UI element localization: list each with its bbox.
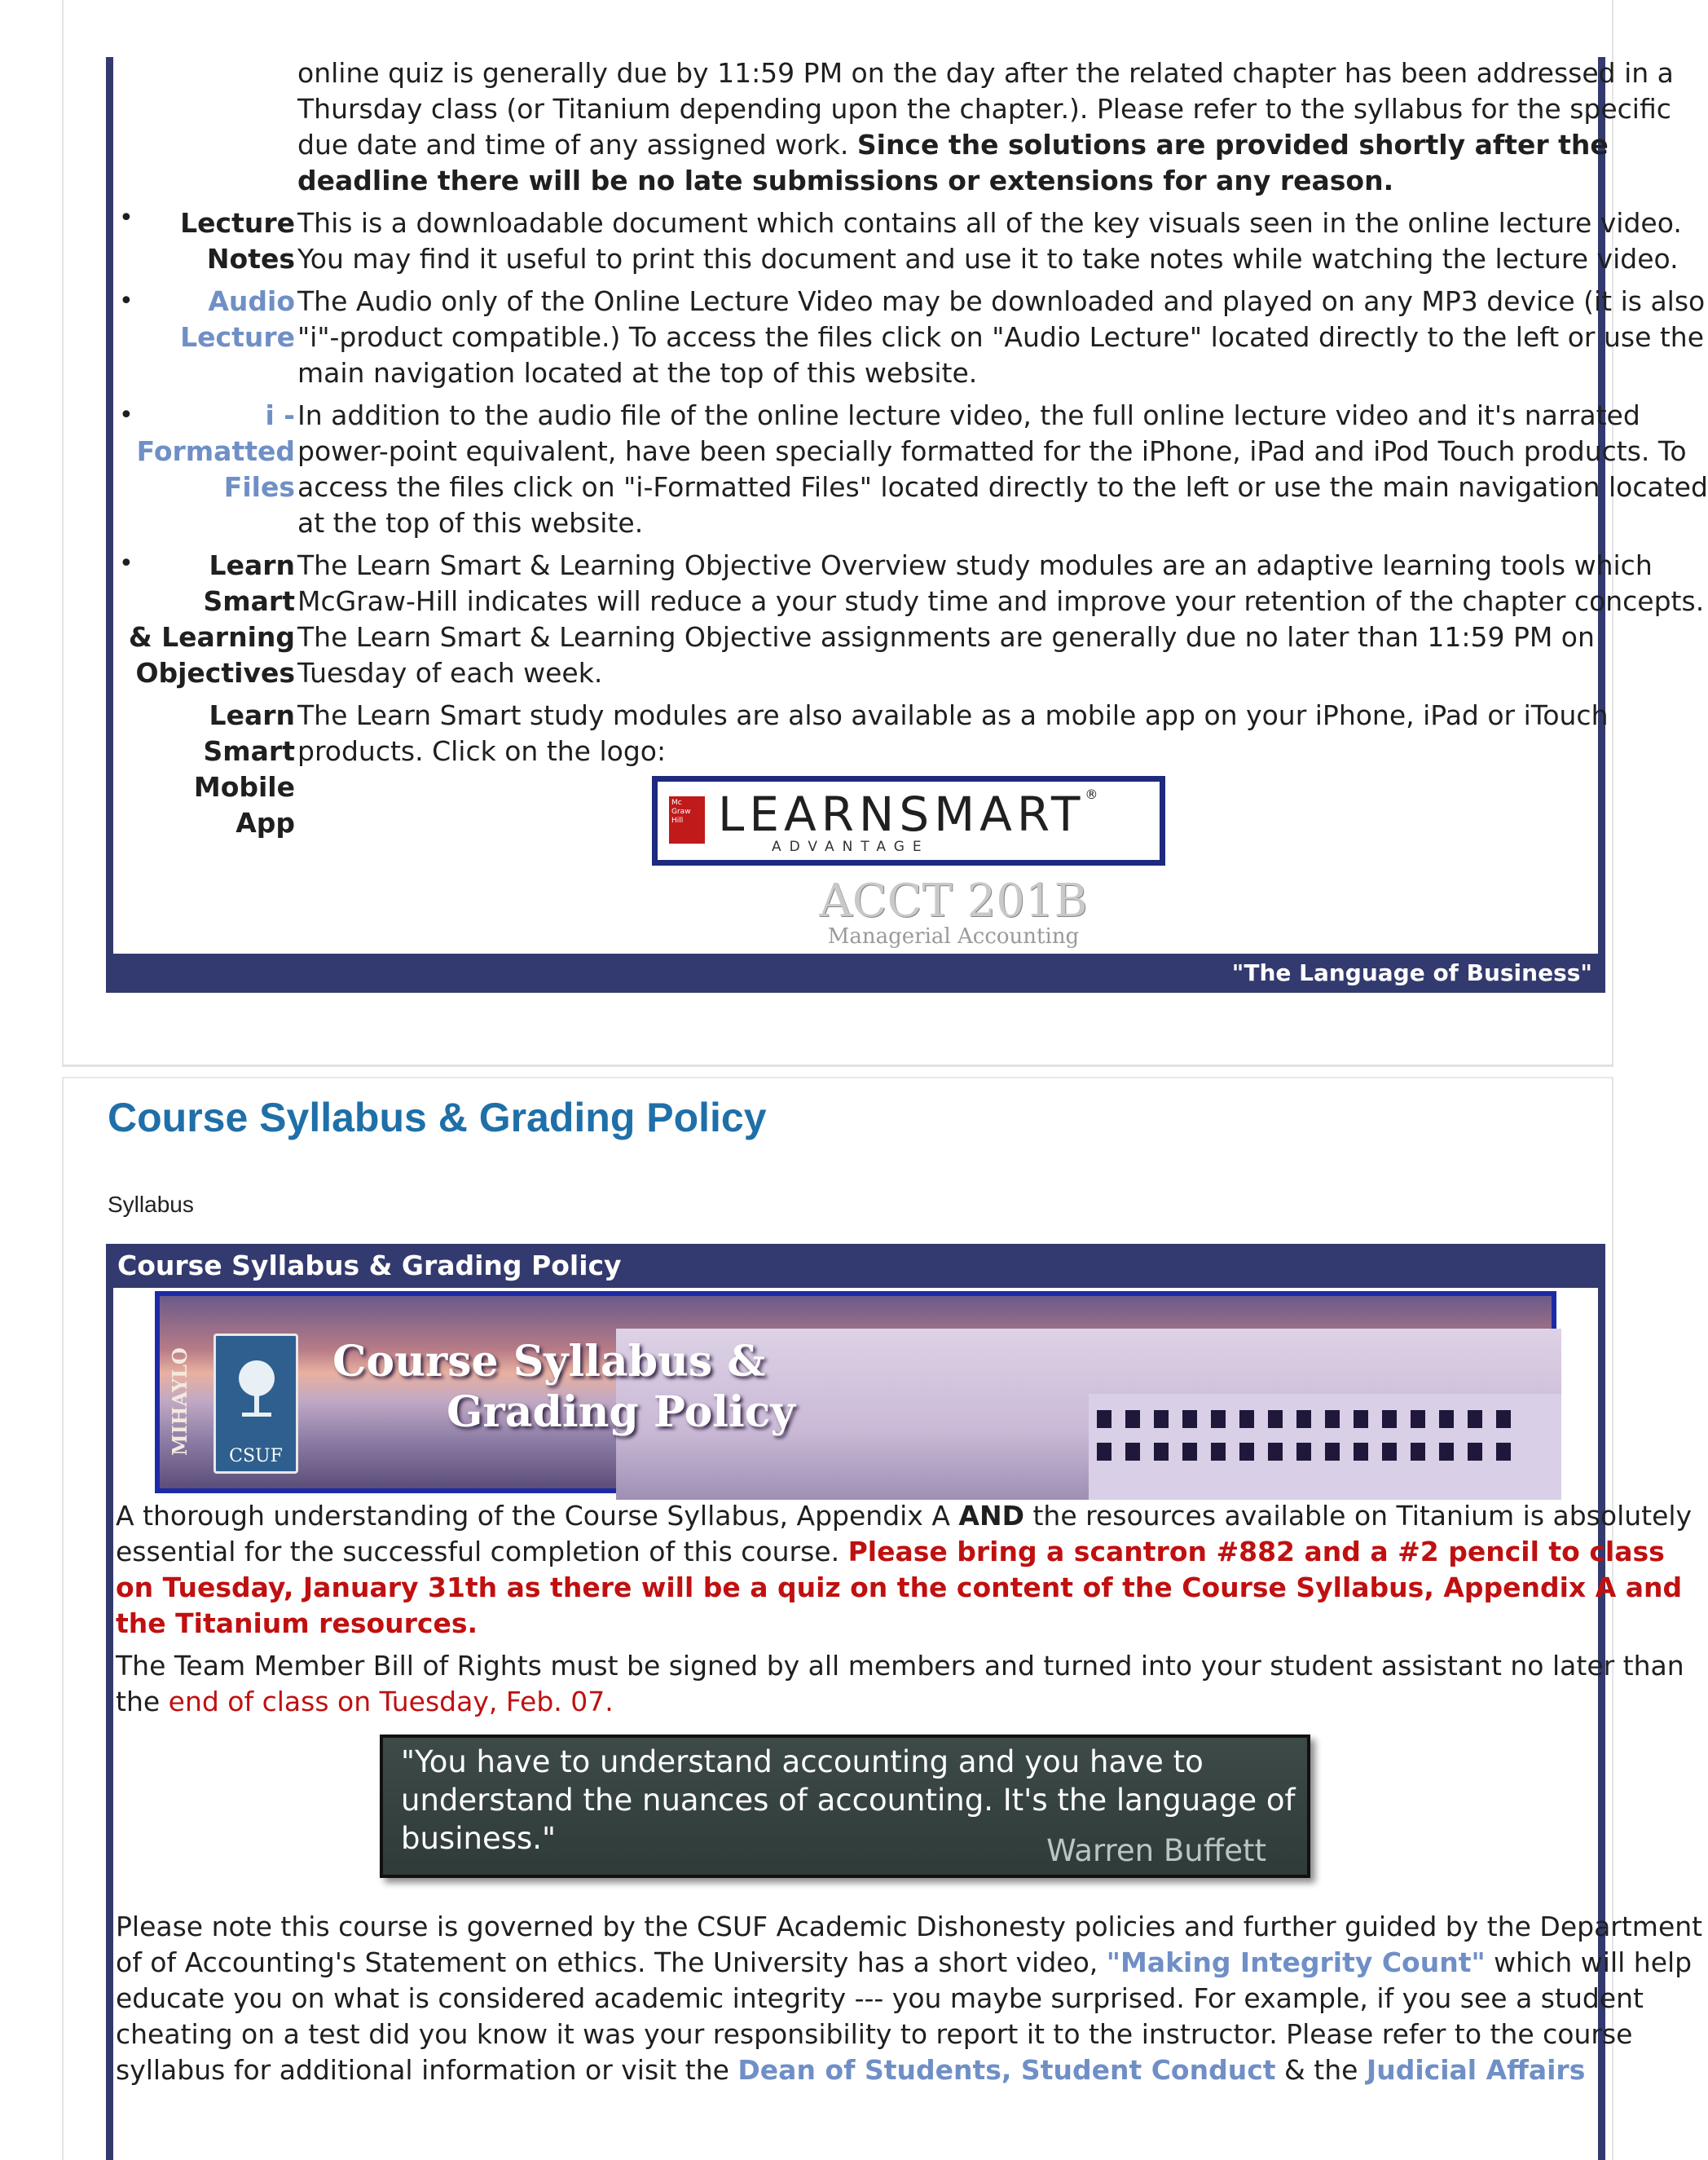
window [1411,1410,1425,1428]
syllabus-p3-line-3: educate you on what is considered academic integrity --- you maybe surprised. For example, if you see a student [116,1982,1644,2014]
syllabus-p2-line-2: the end of class on Tuesday, Feb. 07. [116,1686,614,1717]
intro-bold-1: Since the solutions are provided shortly after the [856,129,1609,161]
iformatted-line-3: access the files click on "i-Formatted Files" located directly to the left or use the main navigation located [297,471,1708,503]
section-subtitle: Syllabus [108,1192,194,1217]
window [1097,1410,1112,1428]
divider [62,1065,1613,1067]
quote-author: Warren Buffett [1046,1833,1266,1868]
window [1325,1443,1340,1461]
window [1296,1410,1311,1428]
window [1182,1443,1197,1461]
syllabus-p3-line-2: of of Accounting's Statement on ethics. The University has a short video, "Making Integrity Count" which will help [116,1946,1693,1978]
syllabus-p3-line-4: cheating on a test did you know it was your responsibility to report it to the instructor. Please refer to the course [116,2018,1633,2050]
label-learnsmart-mobile: Learn Smart Mobile App [193,699,295,839]
audio-line-1: The Audio only of the Online Lecture Video may be downloaded and played on any MP3 device (it is also [297,285,1706,317]
section-title: Course Syllabus & Grading Policy [108,1095,767,1140]
bullet-audio-lecture: • [119,287,134,315]
intro-line-4: deadline there will be no late submissions or extensions for any reason. [297,165,1394,196]
quote-text: "You have to understand accounting and you have to understand the nuances of accounting. It's the language of business." [401,1744,1296,1856]
syllabus-p1-line-2: essential for the successful completion of this course. Please bring a scantron #882 and a #2 pencil to class [116,1536,1665,1567]
syllabus-p1-line-4: the Titanium resources. [116,1607,478,1639]
window [1125,1410,1140,1428]
window [1496,1443,1511,1461]
dean-of-students-link[interactable]: Dean of Students, Student Conduct [737,2054,1276,2086]
learnsmart-line-1: The Learn Smart & Learning Objective Overview study modules are an adaptive learning tools which [297,549,1653,581]
window [1182,1410,1197,1428]
lecture-notes-line-2: You may find it useful to print this document and use it to take notes while watching the lecture video. [297,243,1679,275]
window [1268,1410,1283,1428]
banner-side-text: MIHAYLO [168,1347,191,1457]
buffett-quote-box [380,1735,1310,1878]
banner-title-line-2: Grading Policy [447,1387,795,1437]
window [1239,1410,1254,1428]
judicial-affairs-link[interactable]: Judicial Affairs [1366,2054,1586,2086]
window [1097,1443,1112,1461]
iformatted-line-4: at the top of this website. [297,507,644,539]
syllabus-band-title: Course Syllabus & Grading Policy [106,1244,1605,1288]
window [1211,1443,1226,1461]
window [1296,1443,1311,1461]
learnsmart-line-3: The Learn Smart & Learning Objective assignments are generally due no later than 11:59 PM on [297,621,1595,653]
mobile-line-2: products. Click on the logo: [297,735,667,767]
mcgraw-hill-logo-icon: Mc Graw Hill [669,796,705,844]
bullet-lecture-notes: • [119,204,134,232]
window [1411,1443,1425,1461]
intro-line-3: due date and time of any assigned work. Since the solutions are provided shortly after the [297,129,1609,161]
window [1354,1410,1368,1428]
window [1354,1443,1368,1461]
label-learnsmart-objectives: Learn Smart & Learning Objectives [128,549,295,689]
window [1154,1443,1169,1461]
csuf-seal-icon: CSUF [214,1333,298,1474]
window [1382,1410,1397,1428]
syllabus-p2-line-1: The Team Member Bill of Rights must be signed by all members and turned into your student assistant no later than [116,1650,1684,1682]
window [1382,1443,1397,1461]
intro-line-2: Thursday class (or Titanium depending upon the chapter.). Please refer to the syllabus for the specific [297,93,1671,125]
window [1439,1443,1454,1461]
syllabus-p3-line-1: Please note this course is governed by the CSUF Academic Dishonesty policies and further guided by the Department [116,1911,1703,1942]
iformatted-line-2: power-point equivalent, have been specially formatted for the iPhone, iPad and iPod Touch products. To [297,435,1687,467]
syllabus-p1-line-1: A thorough understanding of the Course Syllabus, Appendix A AND the resources available on Titanium is absolutely [116,1500,1693,1532]
lecture-notes-line-1: This is a downloadable document which contains all of the key visuals seen in the online lecture video. [297,207,1682,239]
iformatted-line-1: In addition to the audio file of the online lecture video, the full online lecture video and it's narrated [297,399,1640,431]
syllabus-p1-line-3: on Tuesday, January 31th as there will be a quiz on the content of the Course Syllabus, Appendix A and [116,1572,1683,1603]
window [1325,1410,1340,1428]
learnsmart-line-4: Tuesday of each week. [297,657,603,689]
link-audio-lecture[interactable]: Audio Lecture [180,285,295,353]
window [1468,1443,1482,1461]
learnsmart-logo-link[interactable] [652,776,1165,866]
window [1468,1410,1482,1428]
acct-201b-logo: ACCT 201B Managerial Accounting [819,875,1088,949]
window [1154,1410,1169,1428]
window [1211,1410,1226,1428]
banner-title-line-1: Course Syllabus & [332,1337,766,1386]
audio-line-2: "i"-product compatible.) To access the files click on "Audio Lecture" located directly to the left or use the [297,321,1705,353]
learnsmart-advantage: ADVANTAGE [772,839,930,855]
footer-band: "The Language of Business" [106,954,1605,993]
audio-line-3: main navigation located at the top of this website. [297,357,978,389]
mobile-line-1: The Learn Smart study modules are also available as a mobile app on your iPhone, iPad or iTouch [297,699,1609,731]
learnsmart-wordmark: LEARNSMART® [718,787,1098,842]
tree-icon [234,1357,280,1422]
intro-line-1: online quiz is generally due by 11:59 PM on the day after the related chapter has been addressed in a [297,57,1674,89]
learnsmart-line-2: McGraw-Hill indicates will reduce a your study time and improve your retention of the chapter concepts. [297,585,1705,617]
syllabus-p3-line-5: syllabus for additional information or visit the Dean of Students, Student Conduct & the Judicial Affairs [116,2054,1586,2086]
window [1125,1443,1140,1461]
making-integrity-count-link[interactable]: "Making Integrity Count" [1106,1946,1486,1978]
bullet-iformatted: • [119,401,134,430]
bullet-learnsmart: • [119,549,134,578]
window [1268,1443,1283,1461]
label-lecture-notes: Lecture Notes [180,207,295,275]
window [1496,1410,1511,1428]
window [1439,1410,1454,1428]
link-i-formatted-files[interactable]: i - Formatted Files [136,399,295,503]
window [1239,1443,1254,1461]
syllabus-banner [155,1291,1556,1493]
